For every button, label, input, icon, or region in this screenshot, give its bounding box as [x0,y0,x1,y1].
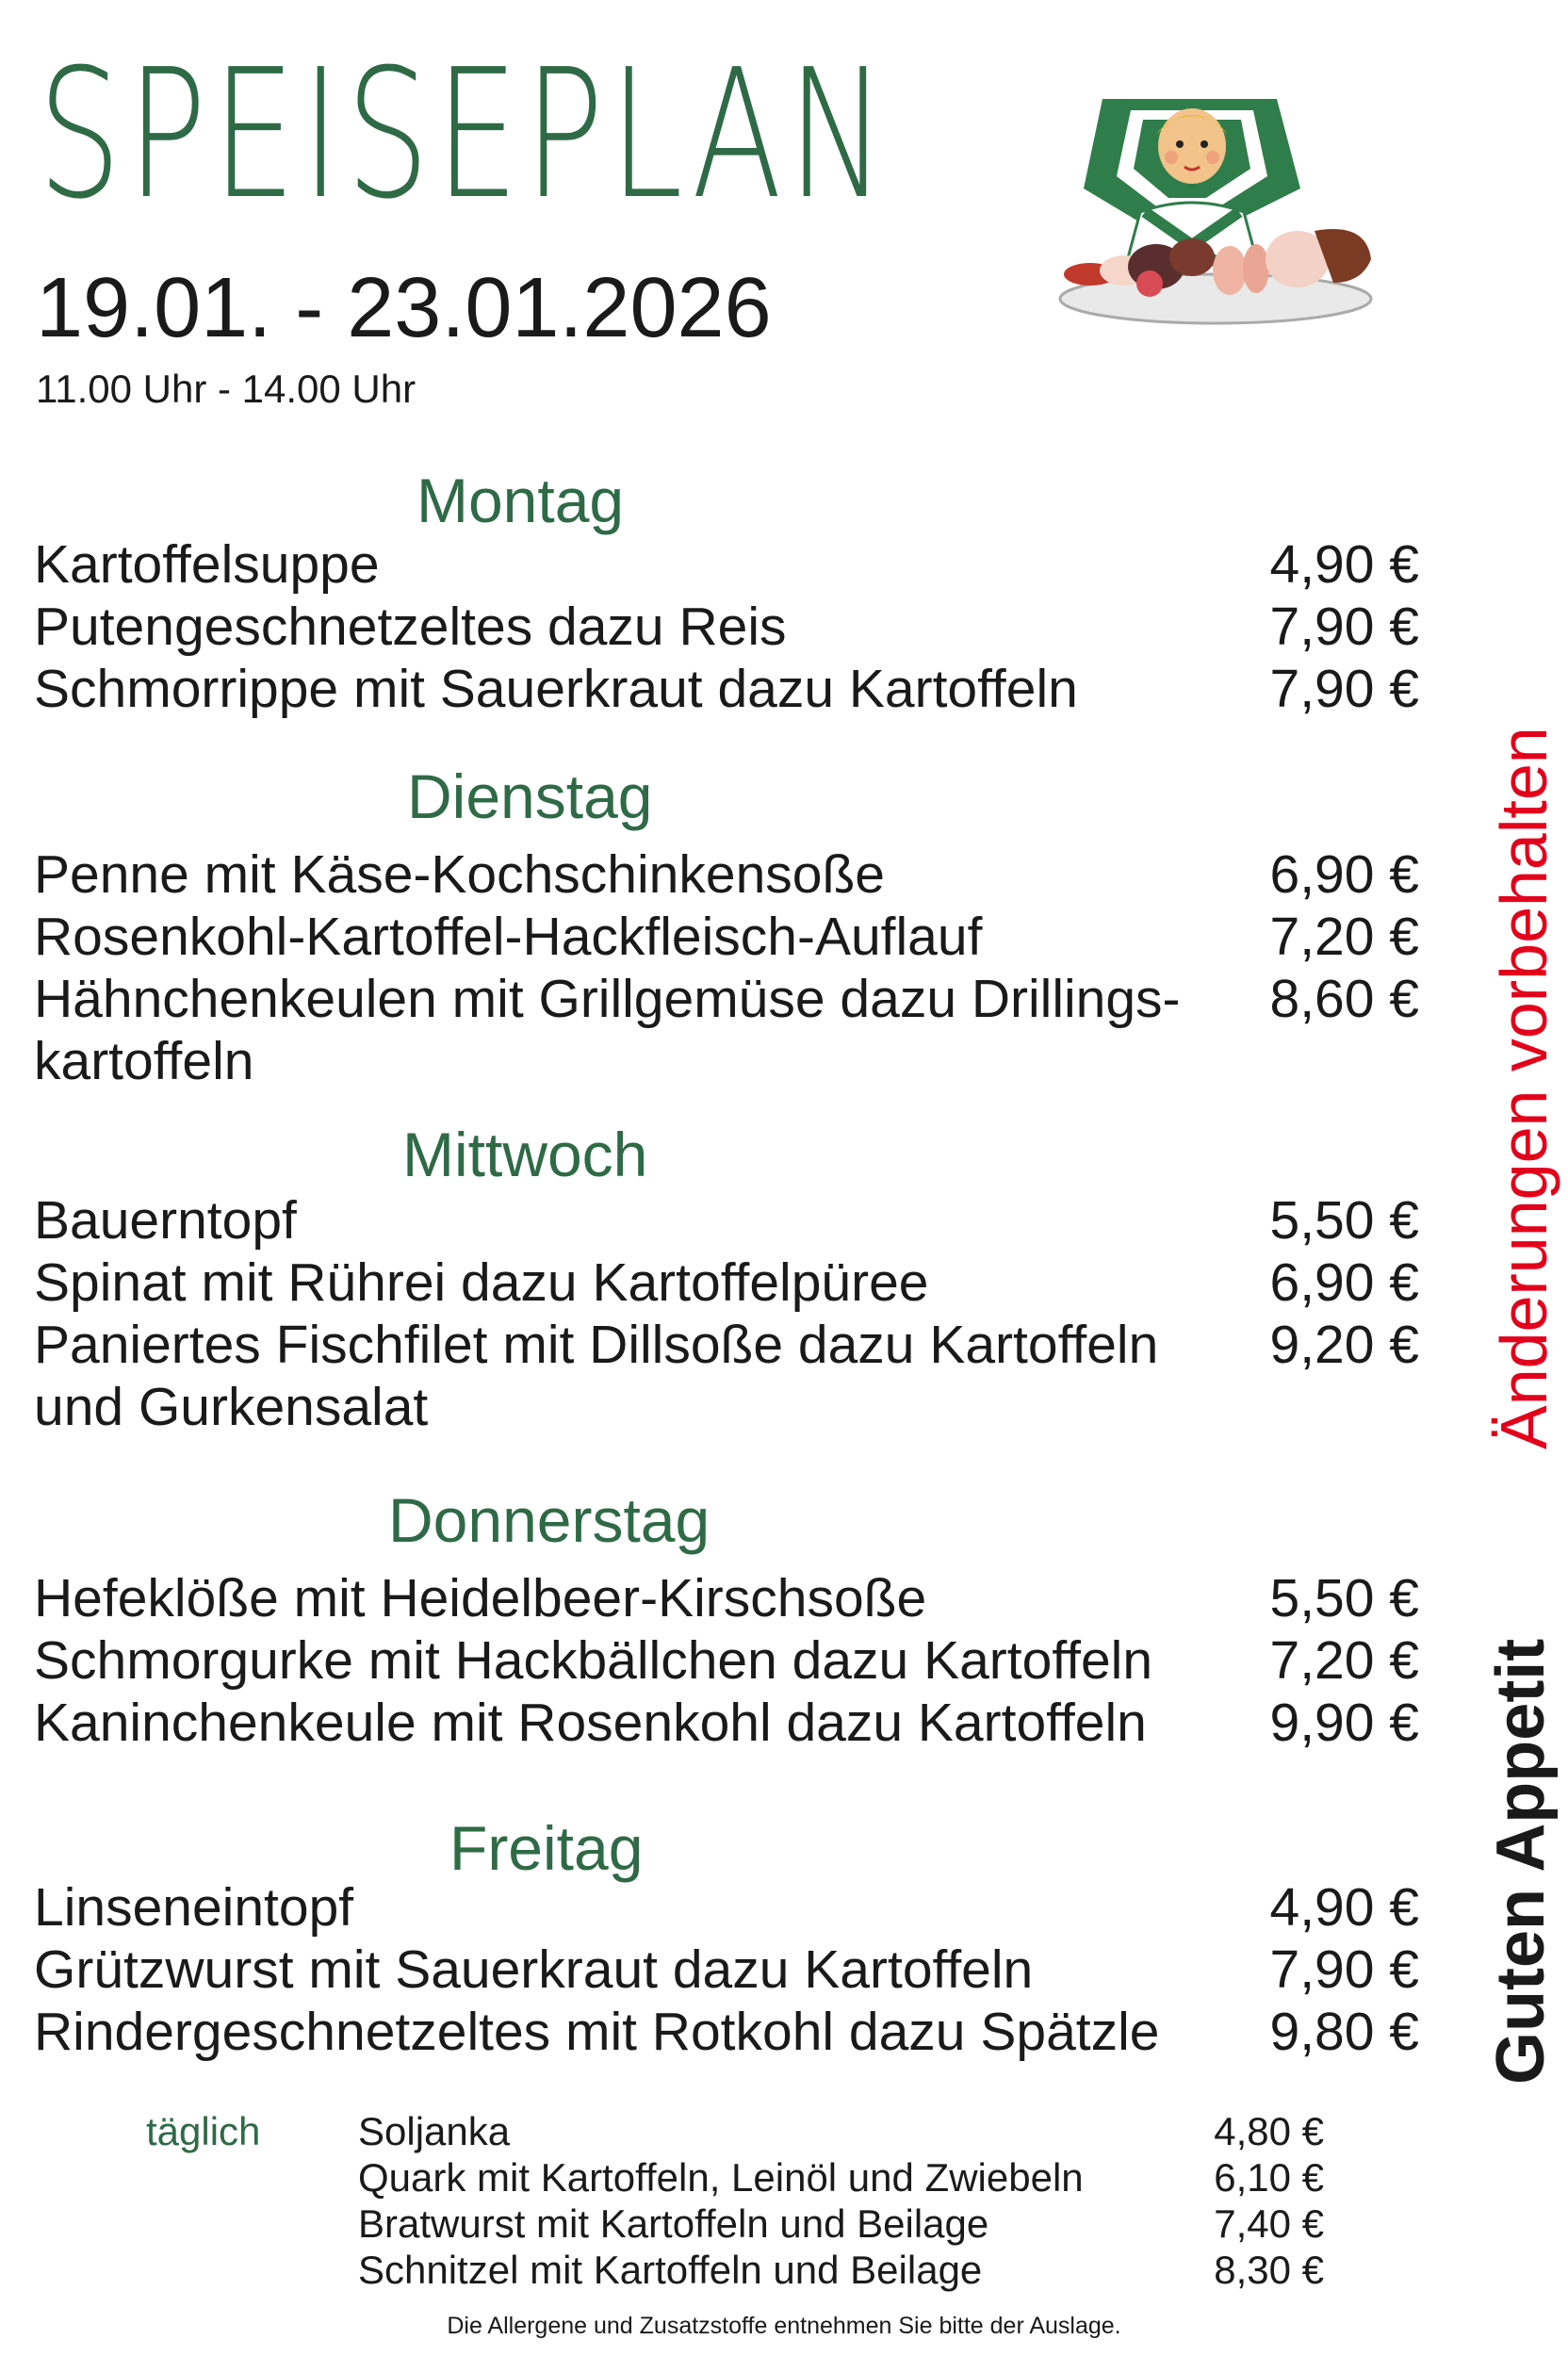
dish-name: Bratwurst mit Kartoffeln und Beilage [358,2201,989,2246]
changes-reserved-note: Änderungen vorbehalten [1487,727,1560,1449]
daily-label: täglich [146,2109,261,2153]
dish-price: 7,90 € [1269,1939,1419,2000]
day-heading-montag: Montag [416,466,625,535]
butcher-girl-platter-logo [1051,90,1390,344]
dish-name: Spinat mit Rührei dazu Kartoffelpüree [34,1252,929,1313]
dish-price: 7,90 € [1269,597,1419,657]
dish-name: Bauerntopf [34,1190,297,1251]
opening-hours: 11.00 Uhr - 14.00 Uhr [36,367,416,411]
dish-name: Penne mit Käse-Kochschinkensoße [34,844,885,905]
allergen-note: Die Allergene und Zusatzstoffe entnehmen Sie bitte der Auslage. [447,2313,1121,2339]
dish-name: Soljanka [358,2109,511,2153]
menu-item [34,596,1419,658]
menu-item [34,906,1419,968]
dish-price: 7,20 € [1269,907,1419,967]
menu-item [34,1252,1419,1314]
menu-item [34,1314,1419,1438]
menu-item [34,2001,1419,2063]
date-range: 19.01. - 23.01.2026 [36,261,772,355]
daily-item [358,2109,1324,2154]
dish-price: 9,20 € [1269,1315,1419,1375]
dish-price: 7,40 € [1214,2201,1324,2246]
dish-name: Quark mit Kartoffeln, Leinöl und Zwiebeln [358,2155,1084,2200]
guten-appetit-note: Guten Appetit [1483,1638,1559,2085]
dish-price: 6,10 € [1214,2155,1324,2200]
dish-price: 4,90 € [1269,1877,1419,1938]
day-heading-mittwoch: Mittwoch [402,1120,648,1189]
menu-item [34,1876,1419,1939]
dish-name: Hefeklöße mit Heidelbeer-Kirschsoße [34,1568,927,1628]
dish-price: 8,60 € [1269,969,1419,1029]
dish-price: 7,90 € [1269,659,1419,719]
dish-name: Rindergeschnetzeltes mit Rotkohl dazu Spätzle [34,2002,1160,2062]
menu-item [34,1629,1419,1692]
dish-name: Hähnchenkeulen mit Grillgemüse dazu Drillings- kartoffeln [34,969,1181,1091]
dish-price: 7,20 € [1269,1630,1419,1691]
dish-name: Schmorgurke mit Hackbällchen dazu Kartoffeln [34,1630,1153,1691]
dish-name: Grützwurst mit Sauerkraut dazu Kartoffeln [34,1939,1034,2000]
dish-name: Rosenkohl-Kartoffel-Hackfleisch-Auflauf [34,907,983,967]
page-title: SPEISEPLAN [38,31,892,239]
menu-item [34,1189,1419,1252]
dish-name: Paniertes Fischfilet mit Dillsoße dazu Kartoffeln und Gurkensalat [34,1315,1159,1437]
dish-price: 9,90 € [1269,1693,1419,1753]
daily-item [358,2248,1324,2293]
dish-name: Schmorrippe mit Sauerkraut dazu Kartoffeln [34,659,1078,719]
day-heading-donnerstag: Donnerstag [388,1485,710,1555]
menu-item [34,968,1419,1092]
dish-price: 5,50 € [1269,1568,1419,1628]
day-heading-freitag: Freitag [449,1813,644,1883]
dish-name: Putengeschnetzeltes dazu Reis [34,597,787,657]
dish-name: Kaninchenkeule mit Rosenkohl dazu Kartoffeln [34,1693,1147,1753]
dish-price: 6,90 € [1269,1252,1419,1313]
dish-price: 9,80 € [1269,2002,1419,2062]
dish-price: 8,30 € [1214,2248,1324,2292]
menu-item [34,1692,1419,1754]
menu-item [34,1939,1419,2001]
daily-item [358,2155,1324,2201]
dish-name: Schnitzel mit Kartoffeln und Beilage [358,2248,983,2292]
dish-name: Kartoffelsuppe [34,534,380,595]
dish-price: 6,90 € [1269,844,1419,905]
dish-price: 4,80 € [1214,2109,1324,2153]
dish-price: 5,50 € [1269,1190,1419,1251]
menu-item [34,1567,1419,1629]
daily-item [358,2201,1324,2247]
dish-price: 4,90 € [1269,534,1419,595]
menu-item [34,658,1419,720]
dish-name: Linseneintopf [34,1877,354,1938]
menu-item [34,533,1419,596]
day-heading-dienstag: Dienstag [407,761,653,831]
menu-item [34,843,1419,906]
